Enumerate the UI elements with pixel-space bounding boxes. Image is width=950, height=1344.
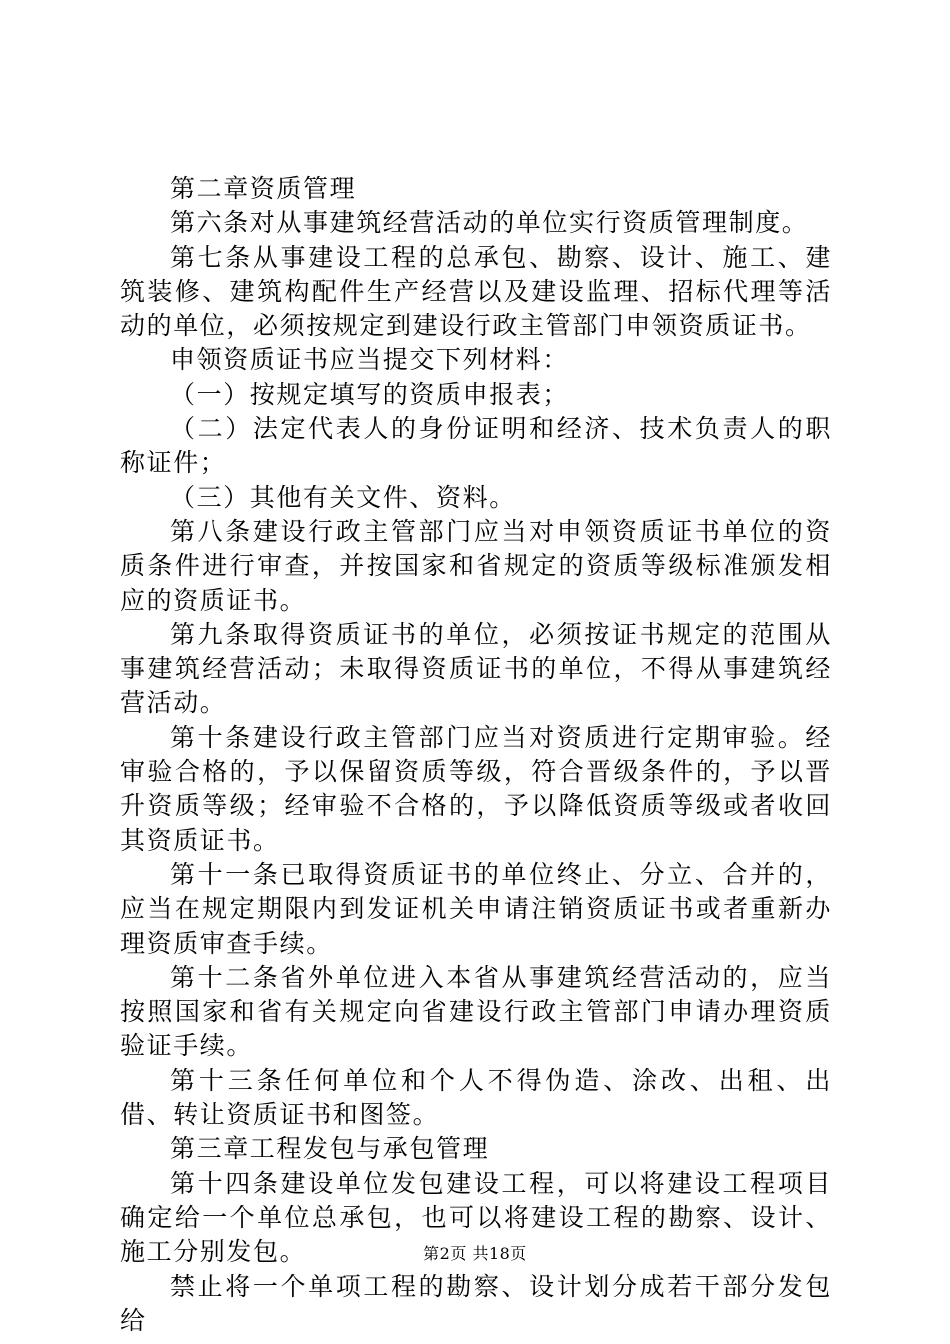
list-item: （三）其他有关文件、资料。 [170,482,516,512]
paragraph: 第十二条省外单位进入本省从事建筑经营活动的，应当按照国家和省有关规定向省建设行政主管部门申请办理资质验证手续。 [120,962,832,1061]
page-footer [0,1244,950,1264]
paragraph: 禁止将一个单项工程的勘察、设计划分成若干部分发包给 [120,1271,832,1335]
paragraph: 第十四条建设单位发包建设工程，可以将建设工程项目确定给一个单位总承包，也可以将建设工程的勘察、设计、施工分别发包。 [120,1168,832,1267]
paragraph: 第十条建设行政主管部门应当对资质进行定期审验。经审验合格的，予以保留资质等级，符合晋级条件的，予以晋升资质等级；经审验不合格的，予以降低资质等级或者收回其资质证书。 [120,722,832,855]
document-body [120,172,832,1338]
paragraph: 第七条从事建设工程的总承包、勘察、设计、施工、建筑装修、建筑构配件生产经营以及建设监理、招标代理等活动的单位，必须按规定到建设行政主管部门申领资质证书。 [120,242,832,341]
paragraph: 第六条对从事建筑经营活动的单位实行资质管理制度。 [170,208,809,238]
paragraph: 第十一条已取得资质证书的单位终止、分立、合并的，应当在规定期限内到发证机关申请注销资质证书或者重新办理资质审查手续。 [120,859,832,958]
list-item: （一）按规定填写的资质申报表； [170,379,570,409]
paragraph: 申领资质证书应当提交下列材料： [170,345,570,375]
paragraph: 第十三条任何单位和个人不得伪造、涂改、出租、出借、转让资质证书和图签。 [120,1065,832,1130]
chapter-heading: 第二章资质管理 [170,174,357,203]
chapter-heading: 第三章工程发包与承包管理 [170,1134,490,1164]
paragraph: 第八条建设行政主管部门应当对申领资质证书单位的资质条件进行审查，并按国家和省规定的资质等级标准颁发相应的资质证书。 [120,516,832,615]
page-number: 第2页 共18页 [423,1244,527,1263]
paragraph: 第九条取得资质证书的单位，必须按证书规定的范围从事建筑经营活动；未取得资质证书的单位，不得从事建筑经营活动。 [120,619,832,718]
list-item: （二）法定代表人的身份证明和经济、技术负责人的职称证件； [120,414,832,478]
